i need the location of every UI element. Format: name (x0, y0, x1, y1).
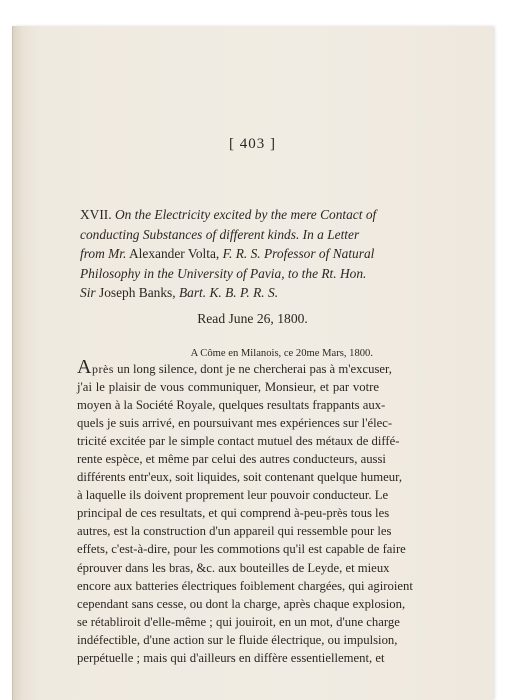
title-italic: Bart. K. B. P. R. S. (178, 285, 279, 300)
title-italic: On the Electricity excited by the mere Contact of conducting Substances of different kinds. In a Letter from Mr. (80, 207, 377, 261)
title-italic: F. R. S. Professor of Natural Philosophy in the University of Pavia, to the Rt. Hon. Sir (80, 246, 375, 300)
article-title (80, 205, 383, 303)
body-line: perpétuelle ; mais qui d'ailleurs en diffère essentiellement, et (77, 650, 385, 665)
document-page (12, 26, 493, 700)
small-caps: près (91, 362, 114, 376)
read-date: Read June 26, 1800. (197, 311, 308, 326)
body-line: se rétabliroit d'elle-même ; qui jouiroit, en un mot, d'une charge (77, 614, 400, 629)
body-line: à laquelle ils doivent proprement leur pouvoir conducteur. Le (77, 488, 389, 503)
title-part: Alexander Volta, (126, 246, 223, 261)
body-line: quels je suis arrivé, en poursuivant mes expériences sur l'élec- (77, 416, 393, 431)
letter-body (77, 356, 413, 667)
body-line: j'ai le plaisir de vous communiquer, Monsieur, et par votre (77, 380, 379, 395)
body-line: rente espèce, et même par celui des autres conducteurs, aussi (77, 452, 386, 467)
body-line: moyen à la Société Royale, quelques resultats frappants aux- (77, 398, 386, 413)
drop-cap: A (77, 356, 92, 378)
body-line-text: un long silence, dont je ne chercherai pas à m'excuser, (113, 362, 392, 376)
letter-dateline: A Côme en Milanois, ce 20me Mars, 1800. (190, 348, 373, 359)
body-line: tricité excitée par le simple contact mutuel des métaux de diffé- (77, 434, 400, 449)
body-line: éprouver dans les bras, &c. aux bouteilles de Leyde, et mieux (77, 560, 390, 575)
body-line: encore aux batteries électriques foiblement chargées, qui agiroient (77, 578, 413, 593)
body-line: autres, est la construction d'un appareil qui ressemble pour les (77, 524, 392, 539)
body-line: indéfectible, d'une action sur le fluide électrique, ou impulsion, (77, 632, 398, 647)
body-line (77, 356, 392, 378)
body-line: cependant sans cesse, ou dont la charge, après chaque explosion, (77, 596, 406, 611)
body-line: différents entr'eux, soit liquides, soit contenant quelque humeur, (77, 470, 402, 485)
title-part: XVII. (80, 207, 115, 222)
body-line: principal de ces resultats, et qui comprend à-peu-près tous les (77, 506, 390, 521)
title-part: Joseph Banks, (95, 285, 179, 300)
body-line: effets, c'est-à-dire, pour les commotions qu'il est capable de faire (77, 542, 406, 557)
page-number: [ 403 ] (229, 136, 276, 152)
